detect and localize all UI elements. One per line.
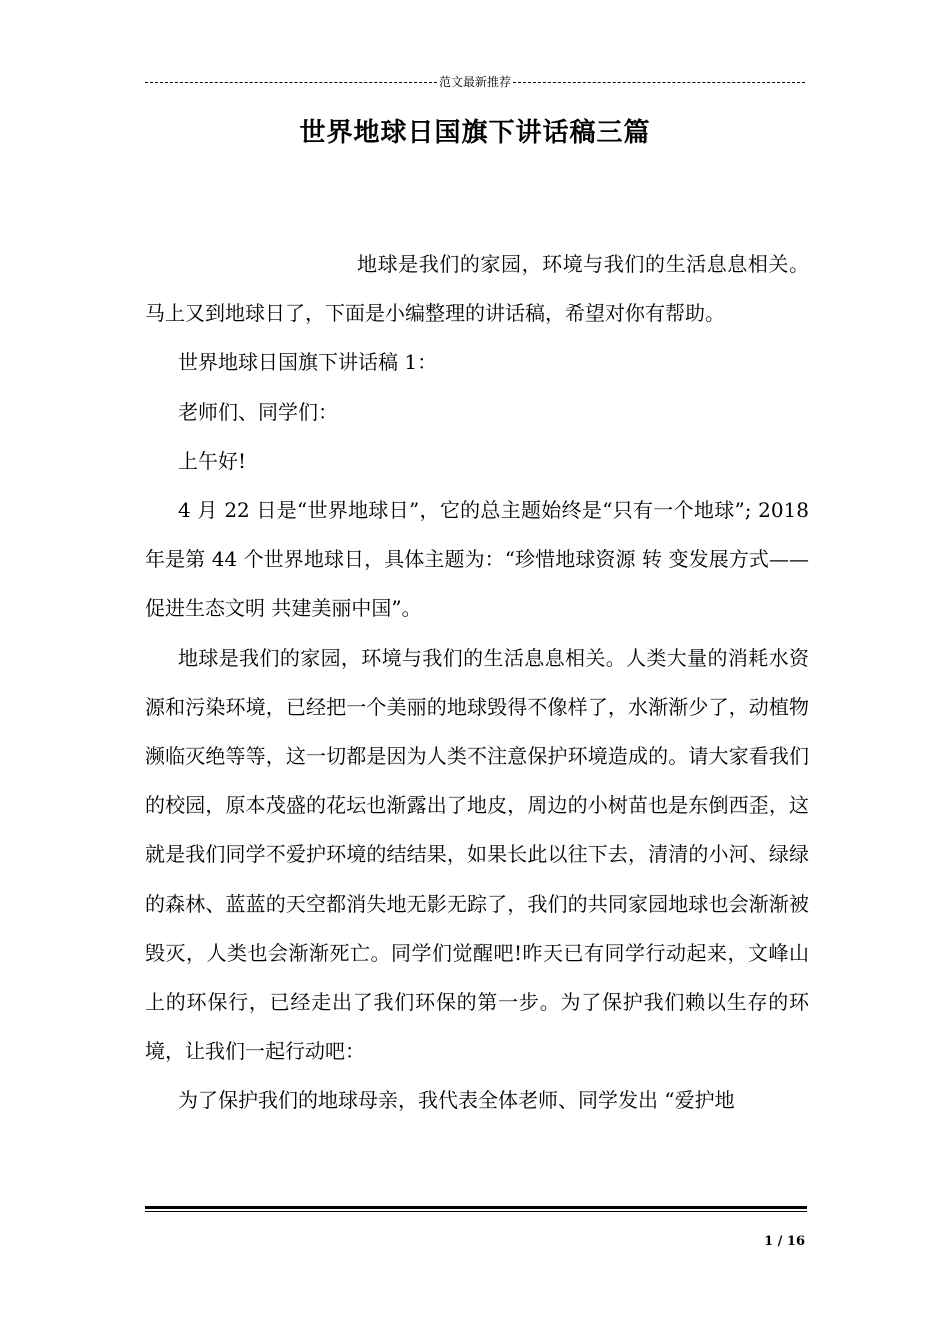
paragraph-main: 地球是我们的家园，环境与我们的生活息息相关。人类大量的消耗水资源和污染环境，已经把一个美丽的地球毁得不像样了，水渐渐少了，动植物濒临灭绝等等，这一切都是因为人类不注意保护环境造成的。请大家看我们的校园，原本茂盛的花坛也渐露出了地皮，周边的小树苗也是东倒西歪，这就是我们同学不爱护环境的结结果，如果长此以往下去，清清的小河、绿绿的森林、蓝蓝的天空都消失地无影无踪了，我们的共同家园地球也会渐渐被毁灭，人类也会渐渐死亡。同学们觉醒吧!昨天已有同学行动起来，文峰山上的环保行，已经走出了我们环保的第一步。为了保护我们赖以生存的环境，让我们一起行动吧： [145,645,809,1064]
paragraph-intro: 地球是我们的家园，环境与我们的生活息息相关。马上又到地球日了，下面是小编整理的讲话稿，希望对你有帮助。 [145,252,809,326]
footer-rule [145,1206,807,1209]
page-number: 1 / 16 [764,1234,805,1249]
document-title: 世界地球日国旗下讲话稿三篇 [299,118,651,148]
paragraph-speech-heading: 世界地球日国旗下讲话稿 1： [178,350,438,375]
paragraph-theme: 4 月 22 日是“世界地球日”，它的总主题始终是“只有一个地球”; 2018 年是第 44 个世界地球日，具体主题为：“珍惜地球资源 转 变发展方式——促进生态文明 共建美丽中国”。 [145,498,809,621]
footer-rule-thin [145,1211,807,1212]
document-body [145,240,809,1126]
paragraph-greeting: 上午好! [178,448,247,473]
paragraph-call: 为了保护我们的地球母亲，我代表全体老师、同学发出 “爱护地 [178,1088,735,1113]
header-dash-right [513,82,805,83]
paragraph-salutation: 老师们、同学们： [178,399,338,424]
page-header [145,74,805,90]
header-tag: 范文最新推荐 [439,75,512,89]
header-dash-left [145,82,437,83]
